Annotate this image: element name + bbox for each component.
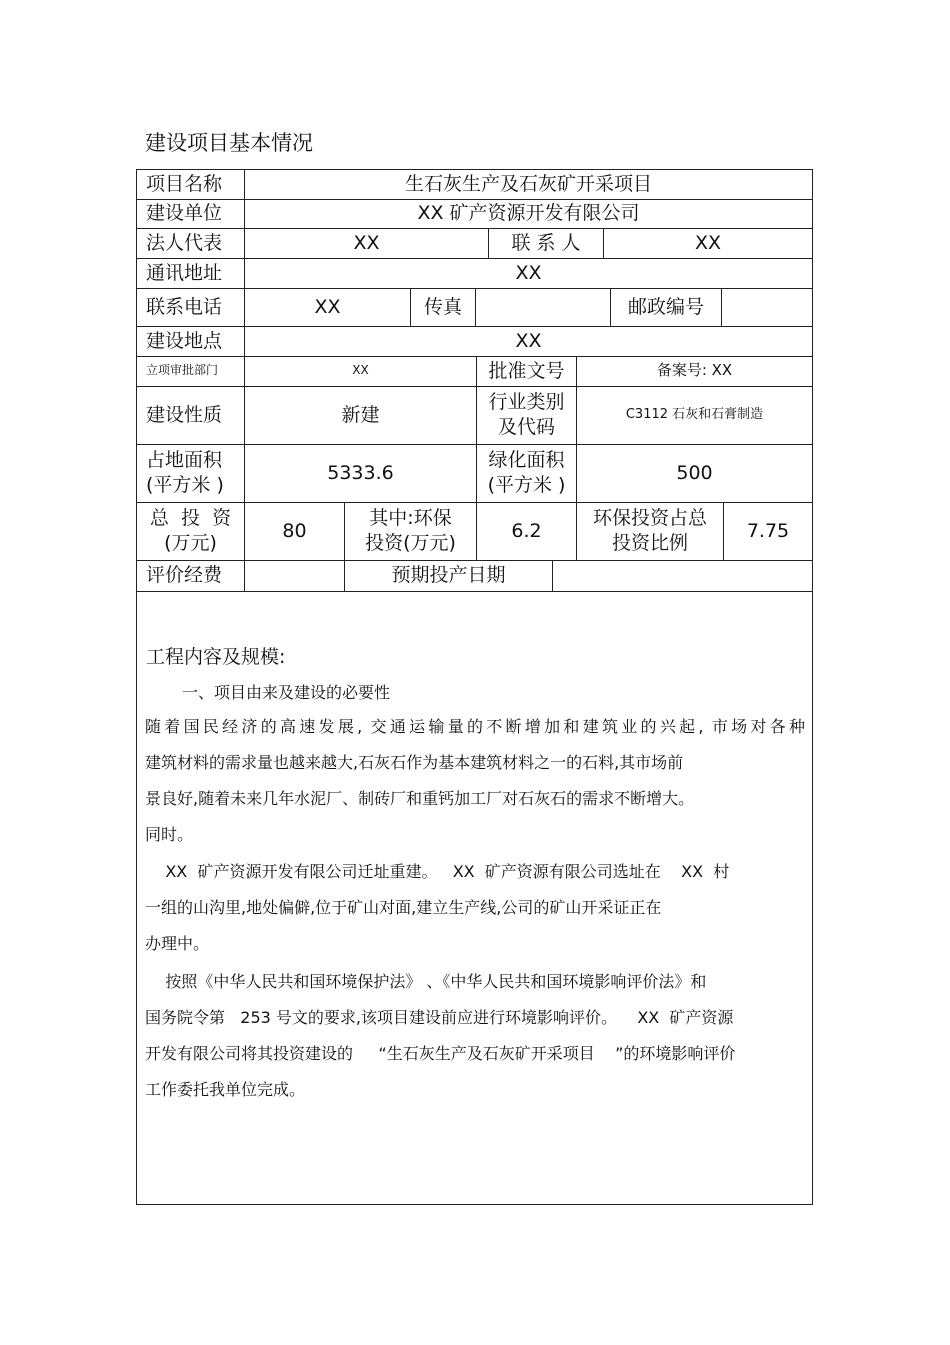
approval-no-label: 批准文号 <box>477 356 577 386</box>
green-label-line-1: 绿化面积 <box>488 449 565 472</box>
project-info-form <box>136 169 813 1205</box>
industry-label-line-1: 行业类别 <box>488 391 565 414</box>
industry-value: C3112 石灰和石膏制造 <box>625 406 764 422</box>
area-value: 5333.6 <box>245 444 477 502</box>
contact-value: XX <box>694 231 722 254</box>
sub-title: 一、项目由来及建设的必要性 <box>182 683 391 702</box>
invest-label <box>137 502 245 560</box>
env-invest-label-line-2: 投资(万元) <box>365 532 456 554</box>
site-label: 建设地点 <box>137 326 245 356</box>
row-nature <box>137 386 812 445</box>
green-value: 500 <box>676 461 713 484</box>
paragraph-1-line: 建筑材料的需求量也越来越大,石灰石作为基本建筑材料之一的石料,其市场前 <box>145 753 684 772</box>
paragraph-2-line: 办理中。 <box>145 934 210 953</box>
contact-label: 联 系 人 <box>489 228 604 258</box>
row-site <box>137 326 812 357</box>
paragraph-1 <box>145 709 805 853</box>
row-eval-fee <box>137 560 812 592</box>
env-invest-label <box>345 502 477 560</box>
builder-value: XX 矿产资源开发有限公司 <box>417 202 640 225</box>
invest-label-line-2: (万元) <box>164 532 217 554</box>
expected-date-value <box>553 560 812 591</box>
postcode-label: 邮政编号 <box>611 288 722 326</box>
env-ratio-label-line-1: 环保投资占总 <box>592 507 707 530</box>
builder-label: 建设单位 <box>137 199 245 228</box>
expected-date-label: 预期投产日期 <box>345 560 553 591</box>
paragraph-3-line: 工作委托我单位完成。 <box>145 1080 306 1099</box>
paragraph-3 <box>145 964 805 1108</box>
paragraph-3-line: 按照《中华人民共和国环境保护法》 、《中华人民共和国环境影响评价法》和 <box>145 972 707 991</box>
env-ratio-label-line-2: 投资比例 <box>611 532 688 554</box>
eval-fee-value <box>245 560 345 591</box>
page-title: 建设项目基本情况 <box>145 131 313 155</box>
section-title: 工程内容及规模: <box>146 646 286 668</box>
paragraph-1-line: 景良好,随着未来几年水泥厂、制砖厂和重钙加工厂对石灰石的需求不断增大。 <box>145 789 695 808</box>
row-address <box>137 258 812 289</box>
row-area <box>137 444 812 503</box>
paragraph-2-line: 一组的山沟里,地处偏僻,位于矿山对面,建立生产线,公司的矿山开采证正在 <box>145 898 662 917</box>
env-ratio-value: 7.75 <box>746 519 790 542</box>
legal-rep-label: 法人代表 <box>137 228 245 258</box>
green-label-line-2: (平方米 ) <box>487 474 566 496</box>
industry-label <box>477 386 577 444</box>
eval-fee-label: 评价经费 <box>137 560 245 591</box>
area-label-line-2: (平方米 ) <box>146 474 224 496</box>
industry-label-line-2: 及代码 <box>497 416 555 438</box>
invest-value: 80 <box>245 502 345 560</box>
green-label <box>477 444 577 502</box>
approval-dept-label: 立项审批部门 <box>137 356 245 386</box>
env-invest-label-line-1: 其中:环保 <box>369 507 452 530</box>
area-label-line-1: 占地面积 <box>146 449 223 472</box>
env-ratio-label <box>577 502 724 560</box>
paragraph-2 <box>145 854 805 962</box>
row-approval <box>137 356 812 387</box>
phone-value: XX <box>245 288 411 326</box>
address-value: XX <box>515 261 542 284</box>
site-value: XX <box>515 329 542 352</box>
project-name-label: 项目名称 <box>137 170 245 199</box>
phone-label: 联系电话 <box>137 288 245 326</box>
paragraph-3-line: 开发有限公司将其投资建设的 “生石灰生产及石灰矿开采项目 ”的环境影响评价 <box>145 1044 736 1063</box>
paragraph-2-line: XX 矿产资源开发有限公司迁址重建。 XX 矿产资源有限公司选址在 XX 村 <box>145 862 730 881</box>
invest-label-line-1: 总 投 资 <box>149 507 232 530</box>
row-builder <box>137 199 812 229</box>
project-name-value: 生石灰生产及石灰矿开采项目 <box>404 173 652 196</box>
paragraph-1-line: 同时。 <box>145 825 194 844</box>
paragraph-3-line: 国务院令第 253 号文的要求,该项目建设前应进行环境影响评价。 XX 矿产资源 <box>145 1008 734 1027</box>
paragraph-1-line: 随着国民经济的高速发展, 交通运输量的不断增加和建筑业的兴起, 市场对各种 <box>145 717 805 736</box>
env-invest-value: 6.2 <box>477 502 577 560</box>
row-project-name <box>137 170 812 200</box>
address-label: 通讯地址 <box>137 258 245 288</box>
row-phone <box>137 288 812 327</box>
nature-label: 建设性质 <box>137 386 245 444</box>
approval-no-value: 备案号: XX <box>656 361 733 380</box>
postcode-value <box>722 288 812 326</box>
legal-rep-value: XX <box>245 228 489 258</box>
fax-value <box>476 288 611 326</box>
approval-dept-value: XX <box>245 356 477 386</box>
nature-value: 新建 <box>245 386 477 444</box>
fax-label: 传真 <box>411 288 476 326</box>
area-label <box>137 444 245 502</box>
row-legal-rep <box>137 228 812 259</box>
row-investment <box>137 502 812 561</box>
